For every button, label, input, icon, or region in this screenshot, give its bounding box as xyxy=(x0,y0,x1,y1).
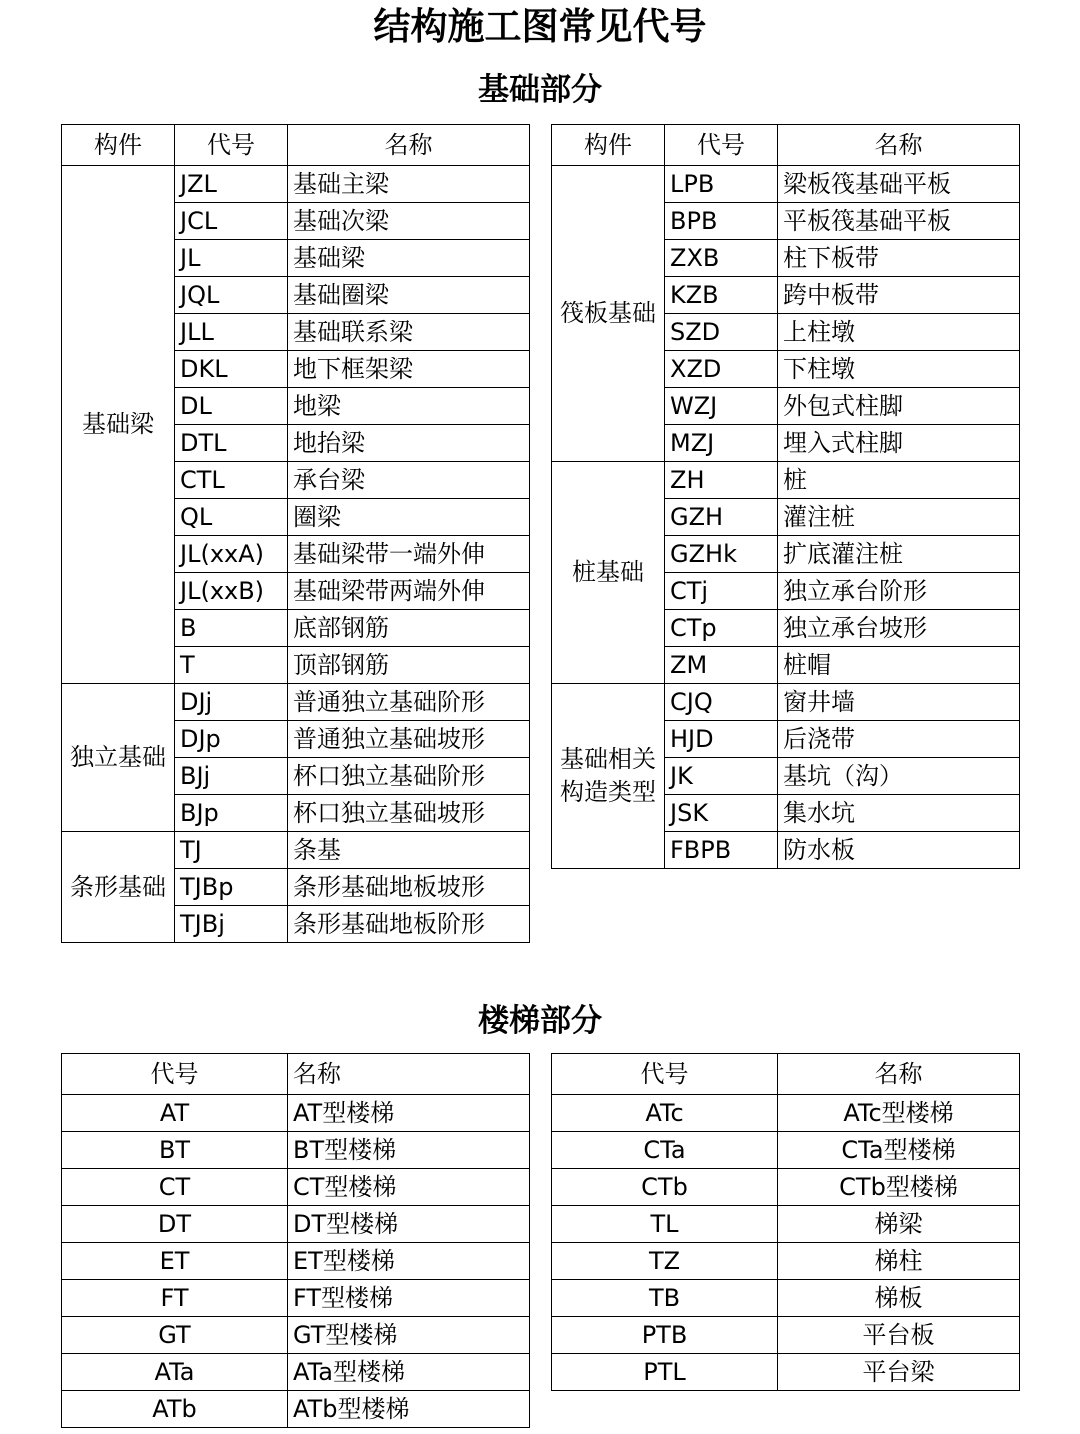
name-cell: 基础次梁 xyxy=(288,203,530,240)
code-cell: DJp xyxy=(175,721,288,758)
page-title: 结构施工图常见代号 xyxy=(373,5,707,48)
code-cell: DTL xyxy=(175,425,288,462)
code-cell: JLL xyxy=(175,314,288,351)
name-cell: 地下框架梁 xyxy=(288,351,530,388)
code-cell: ZH xyxy=(665,462,778,499)
code-cell: B xyxy=(175,610,288,647)
table-row xyxy=(62,1354,530,1391)
code-cell: T xyxy=(175,647,288,684)
code-cell: JL(xxB) xyxy=(175,573,288,610)
code-cell: CJQ xyxy=(665,684,778,721)
name-cell: 基础梁带一端外伸 xyxy=(288,536,530,573)
table-row xyxy=(62,832,530,869)
name-cell: 窗井墙 xyxy=(778,684,1020,721)
code-cell: HJD xyxy=(665,721,778,758)
code-cell: TJBj xyxy=(175,906,288,943)
code-cell: JL(xxA) xyxy=(175,536,288,573)
name-cell: 基础梁 xyxy=(288,240,530,277)
name-cell: 桩 xyxy=(778,462,1020,499)
column-header: 代号 xyxy=(665,125,778,166)
name-cell: 地抬梁 xyxy=(288,425,530,462)
name-cell: 桩帽 xyxy=(778,647,1020,684)
code-cell: BPB xyxy=(665,203,778,240)
name-cell: 基础主梁 xyxy=(288,166,530,203)
table-row xyxy=(62,166,530,203)
name-cell: 梯板 xyxy=(778,1280,1020,1317)
name-cell: ATc型楼梯 xyxy=(778,1095,1020,1132)
name-cell: 梯柱 xyxy=(778,1243,1020,1280)
name-cell: 顶部钢筋 xyxy=(288,647,530,684)
name-cell: ET型楼梯 xyxy=(288,1243,530,1280)
table-header-row xyxy=(552,125,1020,166)
foundation-table-left xyxy=(61,124,530,943)
column-header: 代号 xyxy=(175,125,288,166)
group-name-cell: 基础梁 xyxy=(62,166,175,684)
code-cell: DKL xyxy=(175,351,288,388)
foundation-heading: 基础部分 xyxy=(478,72,602,108)
name-cell: 外包式柱脚 xyxy=(778,388,1020,425)
column-header: 构件 xyxy=(552,125,665,166)
code-cell: CTp xyxy=(665,610,778,647)
name-cell: 柱下板带 xyxy=(778,240,1020,277)
code-cell: BJj xyxy=(175,758,288,795)
column-header: 代号 xyxy=(552,1054,778,1095)
name-cell: CTb型楼梯 xyxy=(778,1169,1020,1206)
column-header: 构件 xyxy=(62,125,175,166)
code-cell: JZL xyxy=(175,166,288,203)
name-cell: 后浇带 xyxy=(778,721,1020,758)
code-cell: BJp xyxy=(175,795,288,832)
table-row xyxy=(62,1243,530,1280)
table-row xyxy=(552,1280,1020,1317)
name-cell: 基础联系梁 xyxy=(288,314,530,351)
code-cell: TJBp xyxy=(175,869,288,906)
code-cell: JL xyxy=(175,240,288,277)
name-cell: 底部钢筋 xyxy=(288,610,530,647)
name-cell: 普通独立基础坡形 xyxy=(288,721,530,758)
name-cell: 条基 xyxy=(288,832,530,869)
code-cell: PTB xyxy=(552,1317,778,1354)
name-cell: 圈梁 xyxy=(288,499,530,536)
code-cell: ZXB xyxy=(665,240,778,277)
name-cell: 防水板 xyxy=(778,832,1020,869)
name-cell: ATa型楼梯 xyxy=(288,1354,530,1391)
name-cell: 基础圈梁 xyxy=(288,277,530,314)
table-row xyxy=(62,1280,530,1317)
code-cell: JK xyxy=(665,758,778,795)
table-row xyxy=(552,1243,1020,1280)
name-cell: 杯口独立基础阶形 xyxy=(288,758,530,795)
code-cell: QL xyxy=(175,499,288,536)
table-row xyxy=(552,1354,1020,1391)
name-cell: 平台板 xyxy=(778,1317,1020,1354)
name-cell: 扩底灌注桩 xyxy=(778,536,1020,573)
table-row xyxy=(62,1317,530,1354)
name-cell: 下柱墩 xyxy=(778,351,1020,388)
code-cell: GZH xyxy=(665,499,778,536)
column-header: 名称 xyxy=(778,125,1020,166)
name-cell: DT型楼梯 xyxy=(288,1206,530,1243)
column-header: 名称 xyxy=(288,1054,530,1095)
name-cell: GT型楼梯 xyxy=(288,1317,530,1354)
table-row xyxy=(552,1169,1020,1206)
code-cell: DL xyxy=(175,388,288,425)
code-cell: ET xyxy=(62,1243,288,1280)
code-cell: ATb xyxy=(62,1391,288,1428)
stairs-heading: 楼梯部分 xyxy=(478,1003,602,1039)
code-cell: KZB xyxy=(665,277,778,314)
name-cell: 条形基础地板坡形 xyxy=(288,869,530,906)
code-cell: MZJ xyxy=(665,425,778,462)
name-cell: ATb型楼梯 xyxy=(288,1391,530,1428)
name-cell: 独立承台阶形 xyxy=(778,573,1020,610)
code-cell: JSK xyxy=(665,795,778,832)
code-cell: ZM xyxy=(665,647,778,684)
name-cell: 杯口独立基础坡形 xyxy=(288,795,530,832)
name-cell: 埋入式柱脚 xyxy=(778,425,1020,462)
name-cell: 平板筏基础平板 xyxy=(778,203,1020,240)
name-cell: 承台梁 xyxy=(288,462,530,499)
group-name-cell: 基础相关构造类型 xyxy=(552,684,665,869)
table-row xyxy=(62,1095,530,1132)
table-row xyxy=(552,1206,1020,1243)
code-cell: TZ xyxy=(552,1243,778,1280)
code-cell: FT xyxy=(62,1280,288,1317)
code-cell: CTa xyxy=(552,1132,778,1169)
group-name-cell: 筏板基础 xyxy=(552,166,665,462)
column-header: 名称 xyxy=(778,1054,1020,1095)
code-cell: TL xyxy=(552,1206,778,1243)
group-name-cell: 独立基础 xyxy=(62,684,175,832)
name-cell: 基坑（沟） xyxy=(778,758,1020,795)
code-cell: AT xyxy=(62,1095,288,1132)
column-header: 代号 xyxy=(62,1054,288,1095)
table-row xyxy=(552,1095,1020,1132)
stairs-table-right xyxy=(551,1053,1020,1391)
table-header-row xyxy=(62,1054,530,1095)
table-row xyxy=(552,1132,1020,1169)
name-cell: CTa型楼梯 xyxy=(778,1132,1020,1169)
code-cell: SZD xyxy=(665,314,778,351)
table-row xyxy=(552,166,1020,203)
group-name-cell: 桩基础 xyxy=(552,462,665,684)
name-cell: 集水坑 xyxy=(778,795,1020,832)
name-cell: 梁板筏基础平板 xyxy=(778,166,1020,203)
table-row xyxy=(62,684,530,721)
name-cell: 条形基础地板阶形 xyxy=(288,906,530,943)
table-row xyxy=(62,1169,530,1206)
code-cell: FBPB xyxy=(665,832,778,869)
table-row xyxy=(552,462,1020,499)
group-name-cell: 条形基础 xyxy=(62,832,175,943)
code-cell: ATc xyxy=(552,1095,778,1132)
code-cell: TB xyxy=(552,1280,778,1317)
column-header: 名称 xyxy=(288,125,530,166)
code-cell: PTL xyxy=(552,1354,778,1391)
code-cell: CTL xyxy=(175,462,288,499)
code-cell: GZHk xyxy=(665,536,778,573)
name-cell: CT型楼梯 xyxy=(288,1169,530,1206)
table-row xyxy=(62,1391,530,1428)
code-cell: LPB xyxy=(665,166,778,203)
name-cell: 独立承台坡形 xyxy=(778,610,1020,647)
code-cell: TJ xyxy=(175,832,288,869)
table-row xyxy=(552,1317,1020,1354)
name-cell: 基础梁带两端外伸 xyxy=(288,573,530,610)
stairs-table-left xyxy=(61,1053,530,1428)
name-cell: FT型楼梯 xyxy=(288,1280,530,1317)
code-cell: CTb xyxy=(552,1169,778,1206)
name-cell: 上柱墩 xyxy=(778,314,1020,351)
code-cell: WZJ xyxy=(665,388,778,425)
code-cell: JCL xyxy=(175,203,288,240)
name-cell: BT型楼梯 xyxy=(288,1132,530,1169)
name-cell: 地梁 xyxy=(288,388,530,425)
table-row xyxy=(62,1206,530,1243)
name-cell: 跨中板带 xyxy=(778,277,1020,314)
code-cell: GT xyxy=(62,1317,288,1354)
name-cell: 梯梁 xyxy=(778,1206,1020,1243)
code-cell: XZD xyxy=(665,351,778,388)
code-cell: DJj xyxy=(175,684,288,721)
name-cell: AT型楼梯 xyxy=(288,1095,530,1132)
foundation-table-right xyxy=(551,124,1020,869)
name-cell: 普通独立基础阶形 xyxy=(288,684,530,721)
table-header-row xyxy=(552,1054,1020,1095)
code-cell: ATa xyxy=(62,1354,288,1391)
table-header-row xyxy=(62,125,530,166)
code-cell: CT xyxy=(62,1169,288,1206)
name-cell: 灌注桩 xyxy=(778,499,1020,536)
code-cell: DT xyxy=(62,1206,288,1243)
table-row xyxy=(552,684,1020,721)
table-row xyxy=(62,1132,530,1169)
code-cell: JQL xyxy=(175,277,288,314)
name-cell: 平台梁 xyxy=(778,1354,1020,1391)
code-cell: BT xyxy=(62,1132,288,1169)
code-cell: CTj xyxy=(665,573,778,610)
